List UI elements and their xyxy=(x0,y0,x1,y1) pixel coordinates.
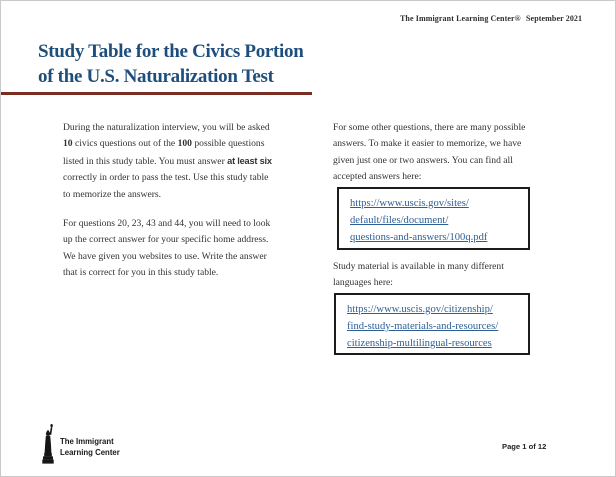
page-title-line2: of the U.S. Naturalization Test xyxy=(38,66,274,87)
org-logo xyxy=(42,424,120,464)
intro-text: possible questions listed in this study table. You must answer xyxy=(63,138,265,167)
address-instructions-paragraph: For questions 20, 23, 43 and 44, you will need to look up the correct answer for your specific home address. We have given you websites to use. Write the answer that is correct for you in this study table. xyxy=(63,218,271,279)
intro-text: During the naturalization interview, you will be asked xyxy=(63,122,270,133)
uscis-100q-link[interactable] xyxy=(339,189,528,246)
header-org-name: The Immigrant Learning Center® xyxy=(400,14,521,23)
multilingual-resources-link[interactable] xyxy=(336,295,528,352)
pass-threshold-emphasis: at least six xyxy=(227,155,272,166)
uscis-100q-link-box xyxy=(337,187,530,250)
intro-text: correctly in order to pass the test. Use this study table to memorize the answers. xyxy=(63,172,269,200)
uscis-100q-link-line2[interactable]: default/files/document/ xyxy=(350,215,449,226)
multilingual-resources-link-box xyxy=(334,293,530,355)
uscis-100q-link-line1[interactable]: https://www.uscis.gov/sites/ xyxy=(350,198,469,209)
org-logo-text-line1: The Immigrant xyxy=(60,437,114,446)
num-questions-asked: 10 xyxy=(63,138,73,150)
intro-paragraph xyxy=(63,120,278,203)
multilingual-link-line2[interactable]: find-study-materials-and-resources/ xyxy=(347,321,499,332)
page-title-line1: Study Table for the Civics Portion xyxy=(38,41,304,62)
accepted-answers-paragraph: For some other questions, there are many possible answers. To make it easier to memorize, we have given just one or two answers. You can find all accepted answers here: xyxy=(333,122,526,183)
uscis-100q-link-line3[interactable]: questions-and-answers/100q.pdf xyxy=(350,232,488,243)
statue-of-liberty-icon xyxy=(42,424,55,464)
org-logo-text xyxy=(60,436,120,458)
page-title xyxy=(38,39,304,89)
multilingual-link-line1[interactable]: https://www.uscis.gov/citizenship/ xyxy=(347,304,493,315)
title-rule xyxy=(1,92,312,95)
intro-text: civics questions out of the xyxy=(72,138,178,150)
multilingual-link-line3[interactable]: citizenship-multilingual-resources xyxy=(347,338,492,349)
study-material-paragraph: Study material is available in many different languages here: xyxy=(333,261,504,289)
org-logo-text-line2: Learning Center xyxy=(60,448,120,457)
header-date: September 2021 xyxy=(526,14,583,23)
page-number: Page 1 of 12 xyxy=(502,442,547,451)
num-questions-total: 100 xyxy=(177,138,192,150)
